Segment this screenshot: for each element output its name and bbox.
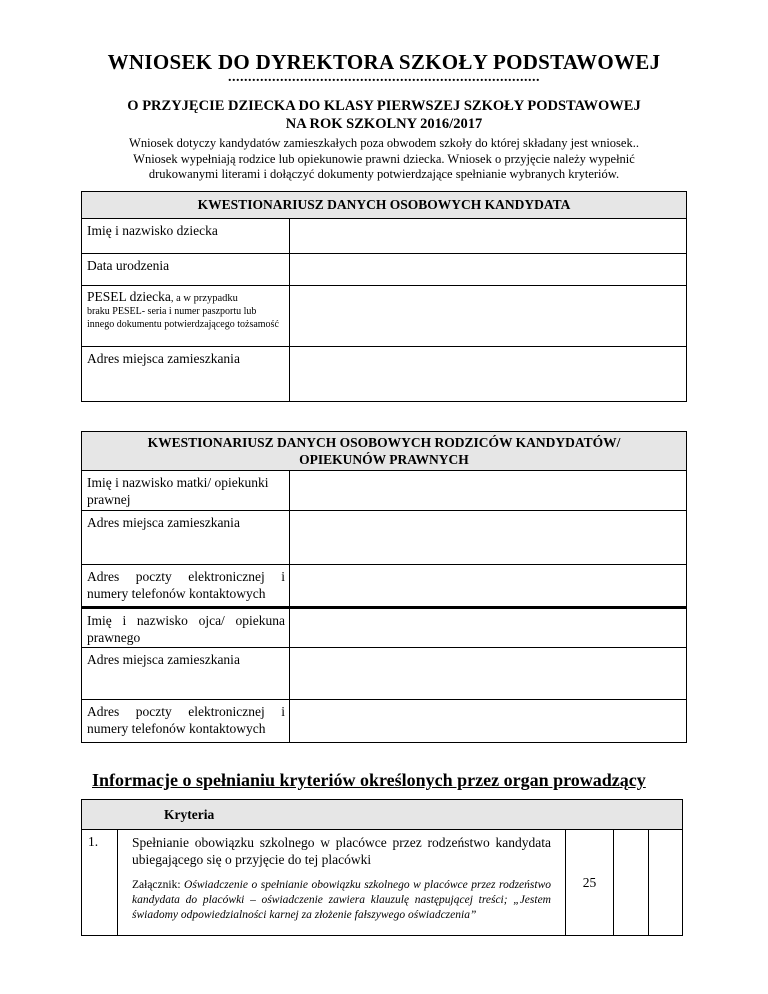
- criterion-cell: [118, 830, 566, 936]
- pesel-label: PESEL dziecka: [87, 289, 171, 304]
- mother-address-field[interactable]: [290, 511, 687, 565]
- subtitle-line-2: NA ROK SZKOLNY 2016/2017: [285, 116, 483, 132]
- pesel-note: braku PESEL- seria i numer paszportu lub innego dokumentu potwierdzającego tożsamość: [87, 306, 279, 330]
- mother-contact-label: Adres poczty elektronicznej i numery telefonów kontaktowych: [82, 565, 290, 608]
- parents-data-table: [81, 431, 687, 743]
- criteria-table: [81, 799, 683, 936]
- criterion-no-field[interactable]: [649, 830, 683, 936]
- criterion-points: 25: [566, 830, 614, 936]
- candidate-data-table: [81, 191, 687, 402]
- form-subtitle: [0, 97, 768, 133]
- pesel-label-cell: [82, 286, 290, 347]
- father-name-field[interactable]: [290, 608, 687, 648]
- birth-date-label: Data urodzenia: [82, 254, 290, 286]
- intro-line-1: Wniosek dotyczy kandydatów zamieszkałych poza obwodem szkoły do której składany jest wniosek..: [129, 136, 639, 150]
- candidate-table-heading: KWESTIONARIUSZ DANYCH OSOBOWYCH KANDYDATA: [82, 192, 687, 219]
- intro-line-3: drukowanymi literami i dołączyć dokumenty potwierdzające spełnianie wybranych kryteriów.: [148, 167, 620, 181]
- intro-text: [0, 136, 768, 183]
- mother-name-field[interactable]: [290, 471, 687, 511]
- pesel-label-suffix: , a w przypadku: [170, 293, 238, 304]
- criteria-column-header: Kryteria: [82, 800, 683, 830]
- child-address-label: Adres miejsca zamieszkania: [82, 347, 290, 402]
- father-name-label: Imię i nazwisko ojca/ opiekuna prawnego: [82, 608, 290, 648]
- parents-heading-line-2: OPIEKUNÓW PRAWNYCH: [299, 452, 469, 467]
- criteria-section-title: Informacje o spełnianiu kryteriów określonych przez organ prowadzący: [92, 770, 646, 790]
- mother-address-label: Adres miejsca zamieszkania: [82, 511, 290, 565]
- child-name-label: Imię i nazwisko dziecka: [82, 219, 290, 254]
- mother-name-label: Imię i nazwisko matki/ opiekunki prawnej: [82, 471, 290, 511]
- mother-contact-field[interactable]: [290, 565, 687, 608]
- attachment-text: Oświadczenie o spełnianie obowiązku szkolnego w placówce przez rodzeństwo kandydata do placówki – oświadczenie zawiera klauzulę następującej treści; „Jestem świadomy odpowiedzialności karnej za złożenie fałszywego oświadczenia”: [132, 879, 551, 921]
- criterion-number: 1.: [82, 830, 118, 936]
- father-address-field[interactable]: [290, 648, 687, 700]
- attachment-label: Załącznik:: [132, 879, 185, 891]
- intro-line-2: Wniosek wypełniają rodzice lub opiekunowie prawni dziecka. Wniosek o przyjęcie należy wypełnić: [133, 151, 635, 166]
- parents-table-heading: [82, 432, 687, 471]
- criterion-attachment: [132, 878, 551, 923]
- father-contact-label: Adres poczty elektronicznej i numery telefonów kontaktowych: [82, 700, 290, 743]
- child-address-field[interactable]: [290, 347, 687, 402]
- father-contact-field[interactable]: [290, 700, 687, 743]
- child-name-field[interactable]: [290, 219, 687, 254]
- form-title: WNIOSEK DO DYREKTORA SZKOŁY PODSTAWOWEJ: [107, 50, 661, 74]
- pesel-field[interactable]: [290, 286, 687, 347]
- birth-date-field[interactable]: [290, 254, 687, 286]
- father-address-label: Adres miejsca zamieszkania: [82, 648, 290, 700]
- criterion-yes-field[interactable]: [614, 830, 649, 936]
- criterion-text: Spełnianie obowiązku szkolnego w placówce przez rodzeństwo kandydata ubiegającego się o przyjęcie do tej placówki: [132, 835, 551, 867]
- dotted-line: ..............................................................................: [228, 70, 540, 85]
- parents-heading-line-1: KWESTIONARIUSZ DANYCH OSOBOWYCH RODZICÓW KANDYDATÓW/: [147, 435, 621, 450]
- subtitle-line-1: O PRZYJĘCIE DZIECKA DO KLASY PIERWSZEJ SZKOŁY PODSTAWOWEJ: [127, 98, 641, 114]
